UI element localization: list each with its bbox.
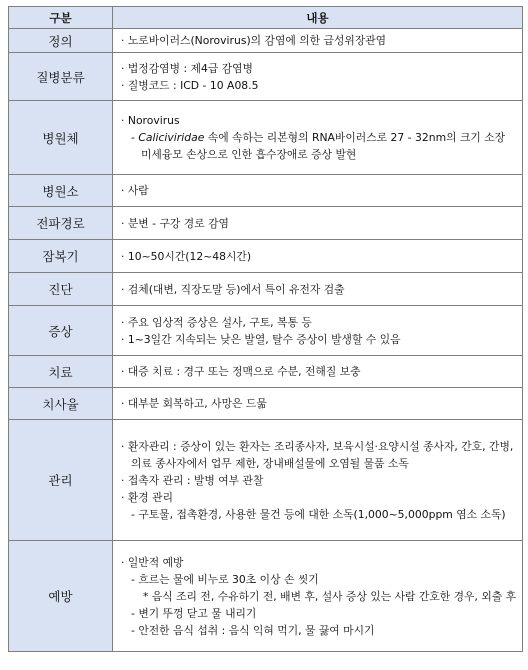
norovirus-info-table: [8, 6, 523, 652]
row-label-prevention: 예방: [9, 541, 113, 652]
content-line: · 대증 치료 : 경구 또는 정맥으로 수분, 전해질 보충: [121, 365, 361, 378]
row-label-treatment: 치료: [9, 356, 113, 388]
content-line: - 변기 뚜껑 닫고 물 내리기: [131, 606, 257, 620]
content-line: - 안전한 음식 섭취 : 음식 익혀 먹기, 물 끓여 마시기: [131, 623, 375, 637]
content-line: - 구토물, 접촉환경, 사용한 물건 등에 대한 소독(1,000~5,000ppm 염소 소독): [131, 507, 506, 521]
row-label-definition: 정의: [9, 29, 113, 53]
table-row: [9, 240, 523, 273]
pathogen-description: - Caliciviridae 속에 속하는 리본형의 RNA바이러스로 27 - 32nm의 크기 소장 미세융모 손상으로 인한 흡수장애로 증상 발현: [131, 131, 506, 161]
table-row: [9, 273, 523, 306]
table-row: [9, 306, 523, 356]
content-line: · Norovirus: [121, 114, 180, 127]
content-line: · 대부분 회복하고, 사망은 드묾: [121, 397, 267, 410]
content-line: · 법정감염병 : 제4급 감염병: [121, 61, 253, 75]
content-line: · 접촉자 관리 : 발병 여부 관찰: [121, 473, 264, 487]
row-label-transmission: 전파경로: [9, 207, 113, 240]
table-row: [9, 420, 523, 541]
row-label-fatality: 치사율: [9, 388, 113, 420]
content-line: · 10~50시간(12~48시간): [121, 249, 252, 263]
row-label-classification: 질병분류: [9, 53, 113, 101]
content-line: · 1~3일간 지속되는 낮은 발열, 탈수 증상이 발생할 수 있음: [121, 332, 401, 346]
table-row: [9, 541, 523, 652]
content-line: · 환자관리 : 증상이 있는 환자는 조리종사자, 보육시설·요양시설 종사자, 간호, 간병, 의료 종사자에서 업무 제한, 장내배설물에 오염될 물품 소독: [121, 439, 514, 470]
table-row: [9, 356, 523, 388]
table-row: [9, 175, 523, 207]
table-row: [9, 388, 523, 420]
content-line: · 분변 - 구강 경로 감염: [121, 216, 229, 230]
family-name-italic: Caliciviridae: [138, 131, 205, 144]
content-line: · 사람: [121, 184, 149, 197]
content-line: · 환경 관리: [121, 490, 174, 504]
row-label-symptoms: 증상: [9, 306, 113, 356]
row-label-pathogen: 병원체: [9, 101, 113, 175]
table-row: [9, 53, 523, 101]
row-label-incubation: 잠복기: [9, 240, 113, 273]
header-category: 구분: [9, 7, 113, 29]
content-line: * 음식 조리 전, 수유하기 전, 배변 후, 설사 증상 있는 사람 간호한 경우, 외출 후: [143, 589, 517, 603]
table-row: [9, 101, 523, 175]
content-line: · 일반적 예방: [121, 555, 184, 569]
row-label-management: 관리: [9, 420, 113, 541]
content-line: - 흐르는 물에 비누로 30초 이상 손 씻기: [131, 572, 319, 586]
table-row: [9, 29, 523, 53]
content-line: · 노로바이러스(Norovirus)의 감염에 의한 급성위장관염: [121, 34, 387, 47]
content-line: · 검체(대변, 직장도말 등)에서 특이 유전자 검출: [121, 282, 345, 296]
row-label-reservoir: 병원소: [9, 175, 113, 207]
document-container: [8, 6, 522, 652]
content-line: · 주요 임상적 증상은 설사, 구토, 복통 등: [121, 315, 312, 329]
row-label-diagnosis: 진단: [9, 273, 113, 306]
table-row: [9, 207, 523, 240]
content-line: · 질병코드 : ICD - 10 A08.5: [121, 78, 259, 92]
header-row: [9, 7, 523, 29]
header-content: 내용: [113, 7, 523, 29]
